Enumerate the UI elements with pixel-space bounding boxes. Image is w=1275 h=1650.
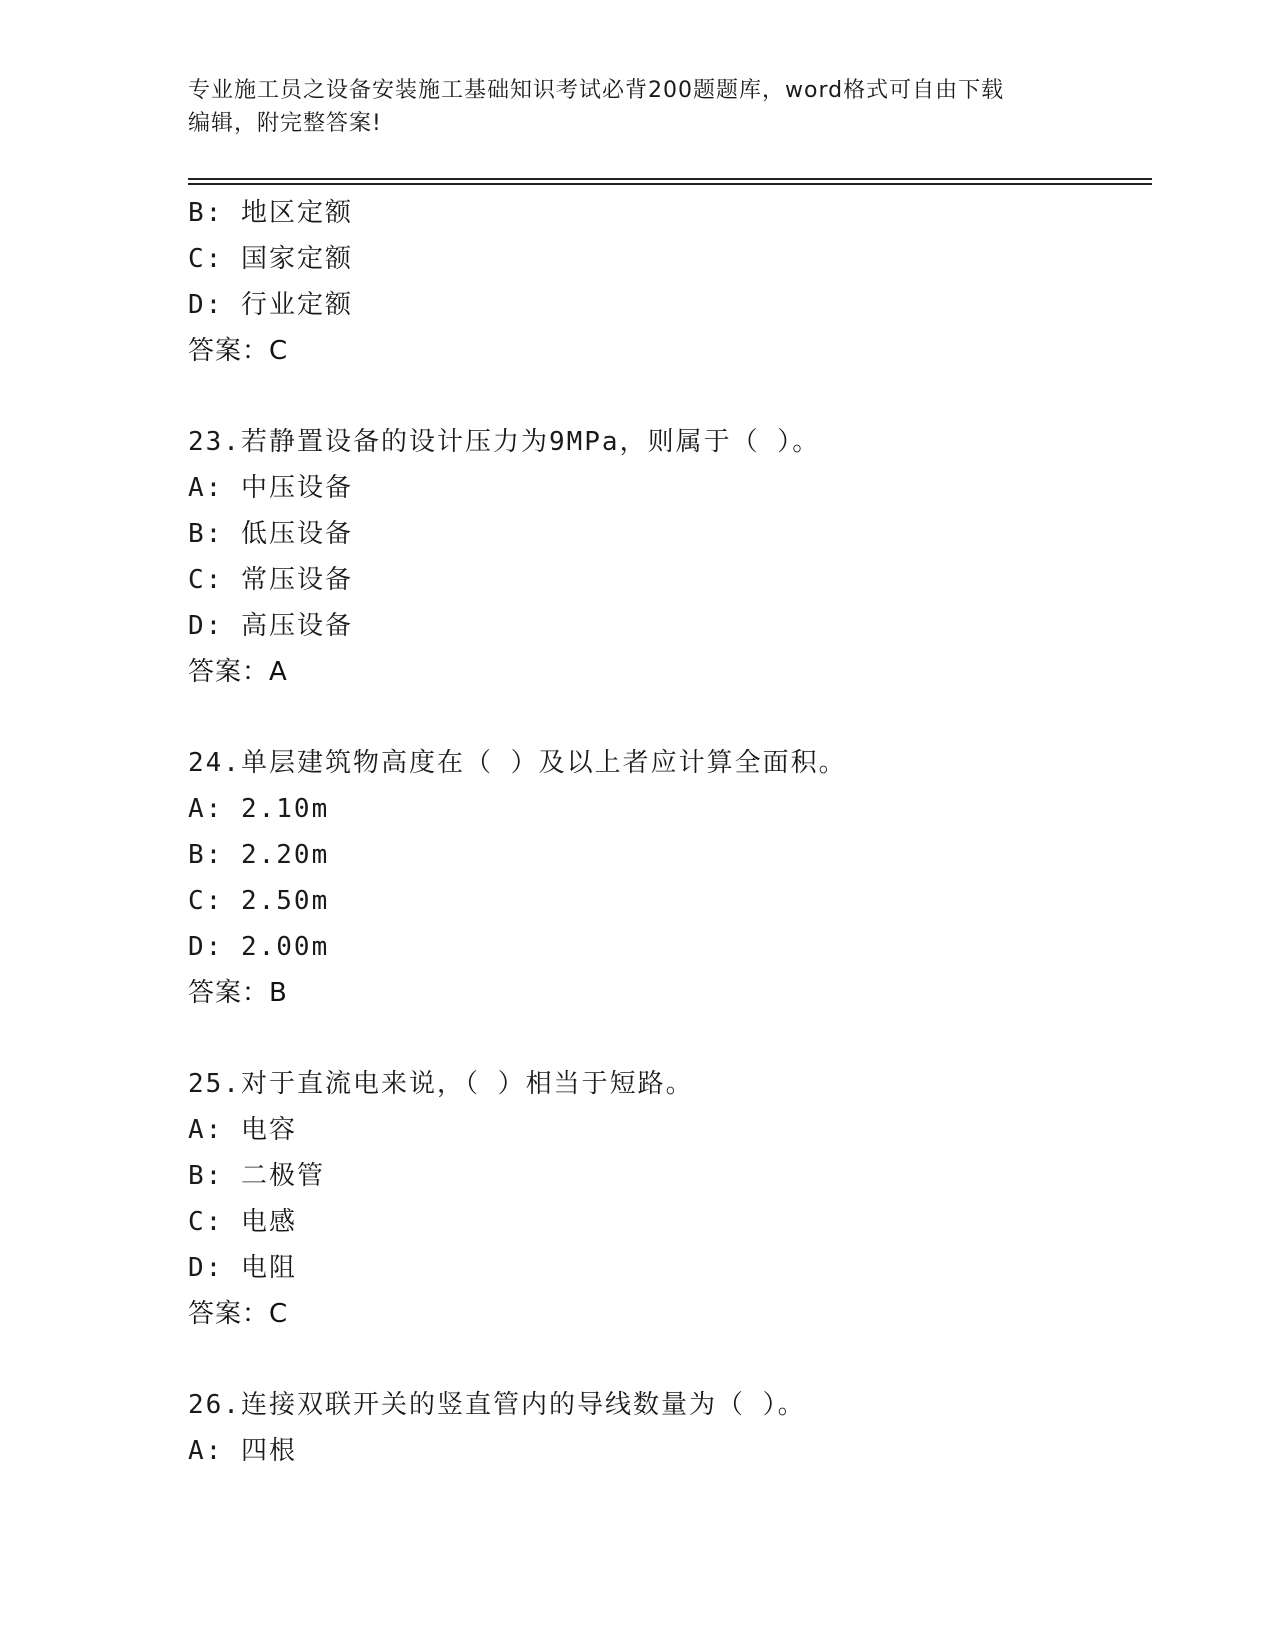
answer-line: 答案：C — [188, 1299, 289, 1329]
spacer — [188, 1337, 1148, 1382]
option-b: B: 低压设备 — [188, 519, 353, 549]
option-d: D: 2.00m — [188, 932, 330, 962]
question-block-26 — [188, 1382, 1148, 1474]
option-a: A: 中压设备 — [188, 473, 353, 503]
option-d: D: 高压设备 — [188, 611, 353, 641]
option-a: A: 四根 — [188, 1436, 297, 1466]
question-text: 24.单层建筑物高度在（ ）及以上者应计算全面积。 — [188, 748, 847, 778]
option-c: C: 国家定额 — [188, 244, 353, 274]
spacer — [188, 695, 1148, 740]
header-line-2: 编辑，附完整答案! — [188, 111, 382, 136]
question-text: 26.连接双联开关的竖直管内的导线数量为（ ）。 — [188, 1390, 806, 1420]
answer-line: 答案：B — [188, 978, 288, 1008]
option-d: D: 行业定额 — [188, 290, 353, 320]
header-line-1: 专业施工员之设备安装施工基础知识考试必背200题题库，word格式可自由下载 — [188, 78, 1005, 103]
header-divider-bottom — [188, 183, 1152, 185]
question-list — [188, 190, 1148, 1474]
question-block-23 — [188, 419, 1148, 695]
document-header — [188, 74, 1068, 140]
option-c: C: 2.50m — [188, 886, 330, 916]
question-block-22-partial — [188, 190, 1148, 374]
answer-line: 答案：A — [188, 657, 288, 687]
spacer — [188, 1016, 1148, 1061]
option-d: D: 电阻 — [188, 1253, 297, 1283]
option-b: B: 2.20m — [188, 840, 330, 870]
option-b: B: 地区定额 — [188, 198, 353, 228]
option-b: B: 二极管 — [188, 1161, 325, 1191]
option-c: C: 电感 — [188, 1207, 297, 1237]
question-text: 23.若静置设备的设计压力为9MPa，则属于（ ）。 — [188, 427, 821, 457]
option-c: C: 常压设备 — [188, 565, 353, 595]
question-block-24 — [188, 740, 1148, 1016]
question-text: 25.对于直流电来说，（ ）相当于短路。 — [188, 1069, 694, 1099]
option-a: A: 2.10m — [188, 794, 330, 824]
question-block-25 — [188, 1061, 1148, 1337]
spacer — [188, 374, 1148, 419]
option-a: A: 电容 — [188, 1115, 297, 1145]
header-divider-top — [188, 178, 1152, 180]
answer-line: 答案：C — [188, 336, 289, 366]
